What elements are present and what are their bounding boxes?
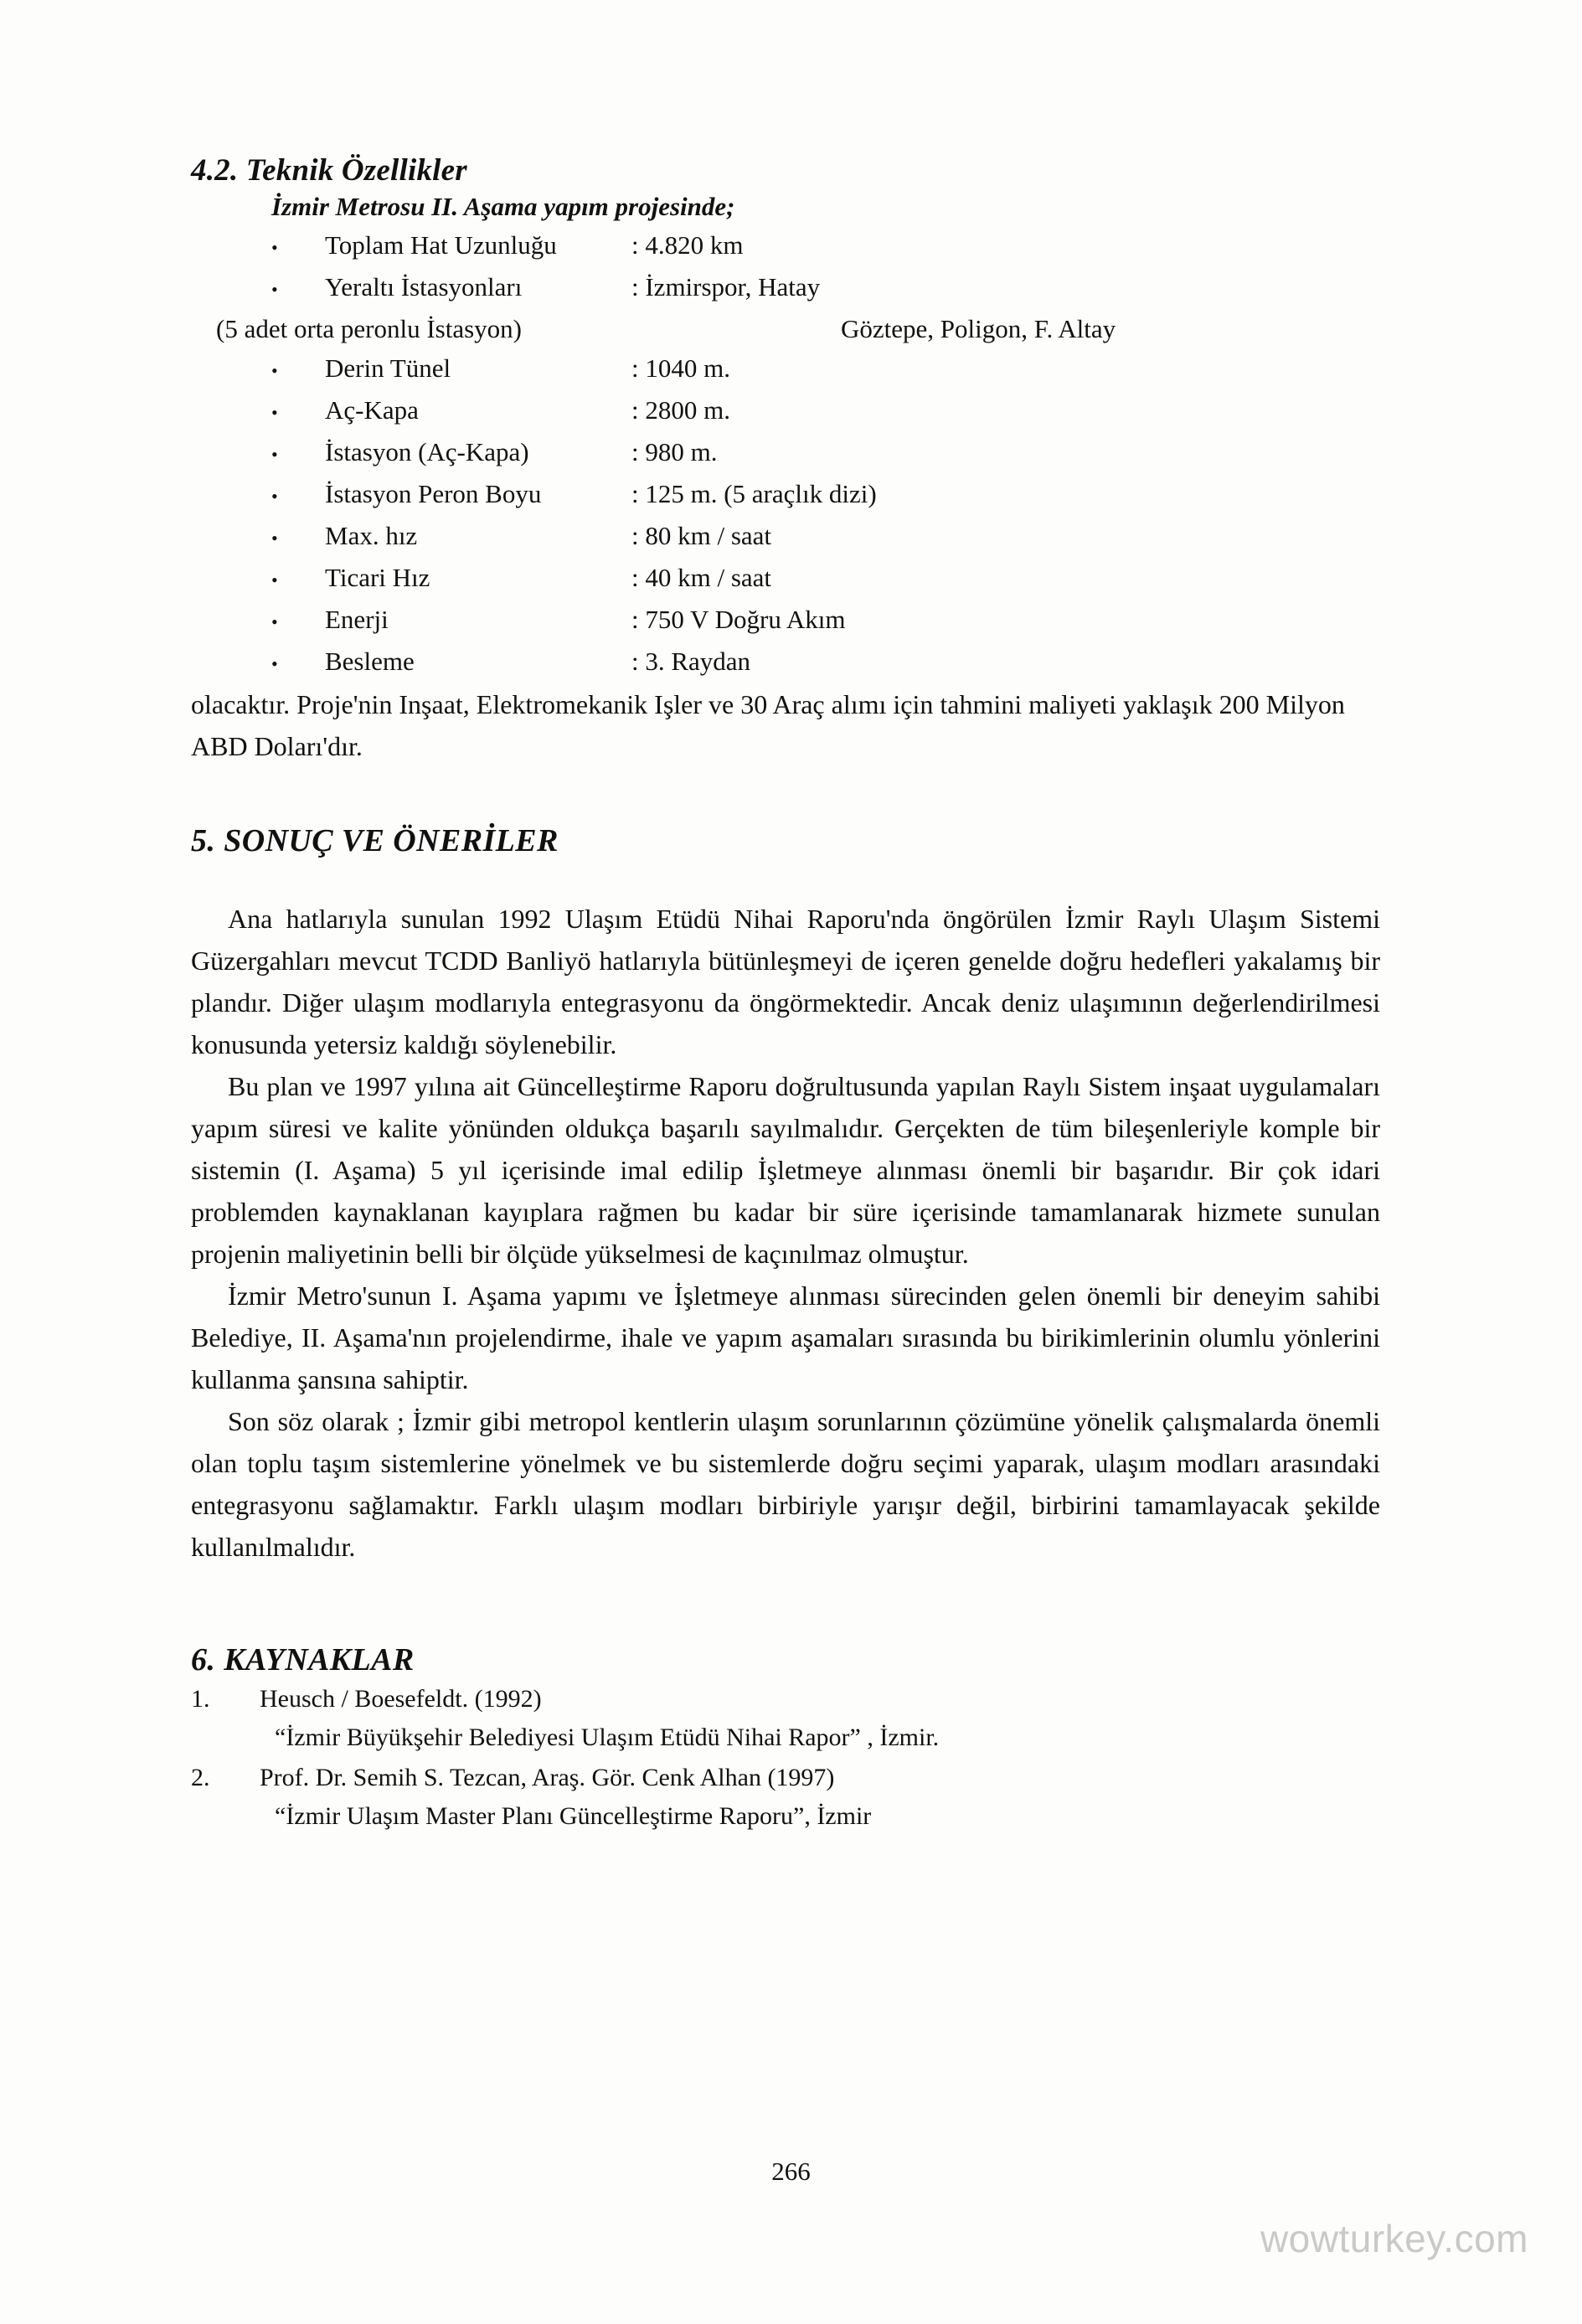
reference-text [260, 1680, 1380, 1757]
spec-label: Derin Tünel [325, 353, 451, 383]
spec-station-value-continued: Göztepe, Poligon, F. Altay [841, 314, 1116, 343]
spec-station-note: (5 adet orta peronlu İstasyon) [216, 314, 522, 343]
spec-label: Ticari Hız [325, 563, 430, 592]
spec-label: Yeraltı İstasyonları [325, 272, 523, 301]
spec-row-istasyon-note [191, 309, 1380, 348]
spacer [191, 1623, 1380, 1641]
bullet-icon: • [271, 237, 278, 258]
spec-label: Toplam Hat Uzunluğu [325, 230, 557, 260]
spec-row-max-hiz [191, 516, 1380, 558]
spec-value: : 80 km / saat [631, 521, 772, 550]
section-heading-technical: 4.2. Teknik Özellikler [191, 153, 467, 188]
spec-label: İstasyon (Aç-Kapa) [325, 437, 529, 466]
conclusion-paragraph-4: Son söz olarak ; İzmir gibi metropol kentlerin ulaşım sorunlarının çözümüne yönelik çalışmalarda önemli olan toplu taşım sistemlerine yönelmek ve bu sistemlerde doğru seçimi yaparak, ulaşım modları arasındaki entegrasyonu sağlamaktır. Farklı ulaşım modları birbiriyle yarışır değil, birbirini tamamlayacak şekilde kullanılmalıdır. [191, 1406, 1380, 1562]
spec-value: : İzmirspor, Hatay [631, 272, 821, 301]
spec-label: Aç-Kapa [325, 395, 419, 425]
spec-label: Enerji [325, 605, 389, 634]
spec-label: İstasyon Peron Boyu [325, 479, 542, 508]
spec-row-istasyon-peron-boyu [191, 474, 1380, 516]
technical-spec-list [191, 225, 1380, 683]
section-heading-conclusion: 5. SONUÇ VE ÖNERİLER [191, 823, 559, 858]
reference-line-2: “İzmir Ulaşım Master Planı Güncelleştirme Raporu”, İzmir [275, 1802, 872, 1830]
spec-value: : 750 V Doğru Akım [631, 605, 846, 634]
spacer [191, 767, 1380, 822]
bullet-icon: • [271, 569, 278, 590]
page-content [191, 152, 1380, 1836]
bullet-icon: • [271, 486, 278, 507]
technical-closing-paragraph: olacaktır. Proje'nin Inşaat, Elektromekanik Işler ve 30 Araç alımı için tahmini maliyeti yaklaşık 200 Milyon ABD Doları'dır. [191, 689, 1345, 761]
spec-value: : 2800 m. [631, 395, 730, 425]
spec-row-besleme [191, 642, 1380, 683]
bullet-icon: • [271, 360, 278, 381]
bullet-icon: • [271, 444, 278, 465]
bullet-icon: • [271, 528, 278, 549]
conclusion-paragraph-3: İzmir Metro'sunun I. Aşama yapımı ve İşletmeye alınması sürecinden gelen önemli bir deneyim sahibi Belediye, II. Aşama'nın projelendirme, ihale ve yapım aşamaları sırasında bu birikimlerinin olumlu yönlerini kullanma şansına sahiptir. [191, 1281, 1380, 1394]
spec-value: : 1040 m. [631, 353, 730, 383]
spec-row-yeralti-istasyonlari [191, 267, 1380, 309]
reference-text [260, 1759, 1380, 1836]
bullet-icon: • [271, 402, 278, 423]
spec-label: Besleme [325, 647, 415, 676]
spec-label: Max. hız [325, 521, 418, 550]
spec-row-enerji [191, 600, 1380, 642]
conclusion-paragraph-2: Bu plan ve 1997 yılına ait Güncelleştirme Raporu doğrultusunda yapılan Raylı Sistem inşaat uygulamaları yapım süresi ve kalite yönünden oldukça başarılı sayılmalıdır. Gerçekten de tüm bileşenleriyle komple bir sistemin (I. Aşama) 5 yıl içerisinde imal edilip İşletmeye alınması önemli bir başarıdır. Bir çok idari problemden kaynaklanan kayıplara rağmen bu kadar bir süre içerisinde tamamlanarak hizmete sunulan projenin maliyetinin belli bir ölçüde yükselmesi de kaçınılmaz olmuştur. [191, 1071, 1380, 1269]
spec-value: : 125 m. (5 araçlık dizi) [631, 479, 877, 508]
reference-line-1: Prof. Dr. Semih S. Tezcan, Araş. Gör. Cenk Alhan (1997) [260, 1764, 835, 1791]
bullet-icon: • [271, 611, 278, 632]
page-number: 266 [771, 2157, 811, 2186]
reference-item [191, 1759, 1380, 1836]
reference-item [191, 1680, 1380, 1757]
spec-value: : 3. Raydan [631, 647, 751, 676]
reference-line-1: Heusch / Boesefeldt. (1992) [260, 1685, 542, 1713]
spec-row-ac-kapa [191, 390, 1380, 432]
spec-value: : 980 m. [631, 437, 718, 466]
spec-row-derin-tunel [191, 348, 1380, 390]
section-heading-references: 6. KAYNAKLAR [191, 1642, 415, 1677]
spec-row-istasyon-ac-kapa [191, 432, 1380, 474]
spacer [191, 859, 1380, 898]
spec-row-ticari-hiz [191, 558, 1380, 600]
spec-row-toplam-hat-uzunlugu [191, 225, 1380, 267]
reference-number: 2. [191, 1764, 210, 1791]
section-subheading-technical: İzmir Metrosu II. Aşama yapım projesinde; [271, 192, 735, 221]
spec-value: : 4.820 km [631, 230, 744, 260]
reference-number: 1. [191, 1685, 210, 1713]
bullet-icon: • [271, 653, 278, 674]
conclusion-paragraph-1: Ana hatlarıyla sunulan 1992 Ulaşım Etüdü Nihai Raporu'nda öngörülen İzmir Raylı Ulaşım Sistemi Güzergahları mevcut TCDD Banliyö hatlarıyla bütünleşmeyi de içeren genelde doğru hedefleri yakalamış bir plandır. Diğer ulaşım modlarıyla entegrasyonu da öngörmektedir. Ancak deniz ulaşımının değerlendirilmesi konusunda yetersiz kaldığı söylenebilir. [191, 904, 1380, 1059]
watermark: wowturkey.com [1260, 2217, 1528, 2260]
spec-value: : 40 km / saat [631, 563, 772, 592]
bullet-icon: • [271, 279, 278, 300]
reference-line-2: “İzmir Büyükşehir Belediyesi Ulaşım Etüdü Nihai Rapor” , İzmir. [275, 1724, 940, 1751]
spacer [191, 1568, 1380, 1623]
